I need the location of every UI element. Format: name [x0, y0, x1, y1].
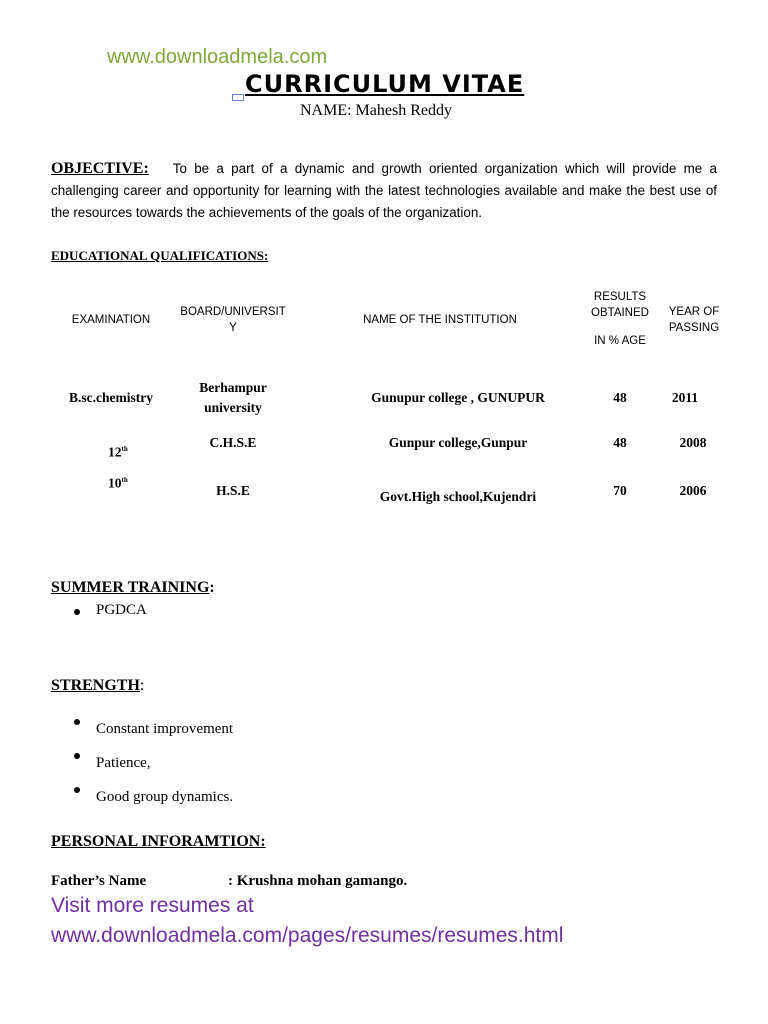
row3-exam-number: 10	[108, 475, 122, 491]
list-item: PGDCA	[74, 602, 147, 619]
row2-exam-number: 12	[108, 444, 122, 460]
row3-institution: Govt.High school,Kujendri	[379, 489, 537, 504]
education-heading: EDUCATIONAL QUALIFICATIONS:	[51, 248, 269, 263]
row3-exam-suffix: th	[121, 476, 128, 484]
objective-text: To be a part of a dynamic and growth oriented organization which will provide me a challenging career and opportunity for learning with the latest technologies available and make the best use of the resources towards the achievements of the goals of the organization.	[51, 161, 717, 220]
summer-training-heading: SUMMER TRAINING	[51, 579, 210, 596]
row2-institution: Gunpur college,Gunpur	[388, 435, 528, 450]
col-institution: NAME OF THE INSTITUTION	[363, 314, 517, 326]
strength-heading: STRENGTH	[51, 677, 140, 694]
personal-info-heading: PERSONAL INFORAMTION:	[51, 833, 266, 850]
col-examination: EXAMINATION	[71, 314, 151, 326]
summer-training-colon: :	[209, 579, 215, 596]
visit-more-text: Visit more resumes at	[51, 894, 254, 917]
col-results-line2: OBTAINED	[591, 307, 649, 319]
row2-exam-suffix: th	[121, 445, 128, 453]
row3-result: 70	[613, 483, 627, 498]
col-year-line2: PASSING	[668, 322, 720, 334]
objective-paragraph	[51, 158, 717, 224]
col-year-line1: YEAR OF	[668, 306, 720, 318]
row3-board: H.S.E	[216, 483, 250, 498]
list-item: Constant improvement	[74, 712, 233, 746]
row1-year: 2011	[671, 390, 699, 405]
col-board-line2: Y	[229, 322, 237, 334]
list-item: Good group dynamics.	[74, 780, 233, 814]
row2-exam	[108, 439, 148, 463]
col-board	[170, 304, 296, 336]
row1-institution: Gunupur college , GUNUPUR	[371, 390, 545, 405]
row1-result: 48	[613, 390, 627, 405]
col-results	[578, 289, 662, 349]
row2-result: 48	[613, 435, 627, 450]
watermark-link-top[interactable]: www.downloadmela.com	[107, 46, 328, 68]
row1-board: Berhampur university	[199, 380, 267, 415]
candidate-name: NAME: Mahesh Reddy	[300, 102, 452, 119]
summer-training-title	[51, 579, 215, 597]
col-results-line3: IN % AGE	[594, 335, 646, 347]
row1-exam: B.sc.chemistry	[69, 390, 153, 405]
summer-training-list	[74, 602, 147, 619]
strength-list	[74, 712, 233, 814]
fathers-name-label: Father’s Name	[51, 873, 147, 889]
row2-year: 2008	[679, 435, 707, 450]
row3-exam	[108, 470, 148, 494]
anchor-marker	[232, 94, 244, 101]
col-board-line1: BOARD/UNIVERSIT	[180, 306, 286, 318]
resumes-link[interactable]: www.downloadmela.com/pages/resumes/resumes.html	[51, 924, 564, 947]
strength-colon: :	[139, 677, 145, 694]
col-results-line1: RESULTS	[593, 291, 647, 303]
col-year	[664, 304, 724, 336]
page-title: CURRICULUM VITAE	[245, 70, 525, 98]
strength-title	[51, 677, 144, 695]
row3-year: 2006	[679, 483, 707, 498]
objective-heading: OBJECTIVE:	[51, 160, 149, 177]
list-item: Patience,	[74, 746, 233, 780]
row2-board: C.H.S.E	[209, 435, 257, 450]
fathers-name-value: : Krushna mohan gamango.	[228, 873, 408, 889]
